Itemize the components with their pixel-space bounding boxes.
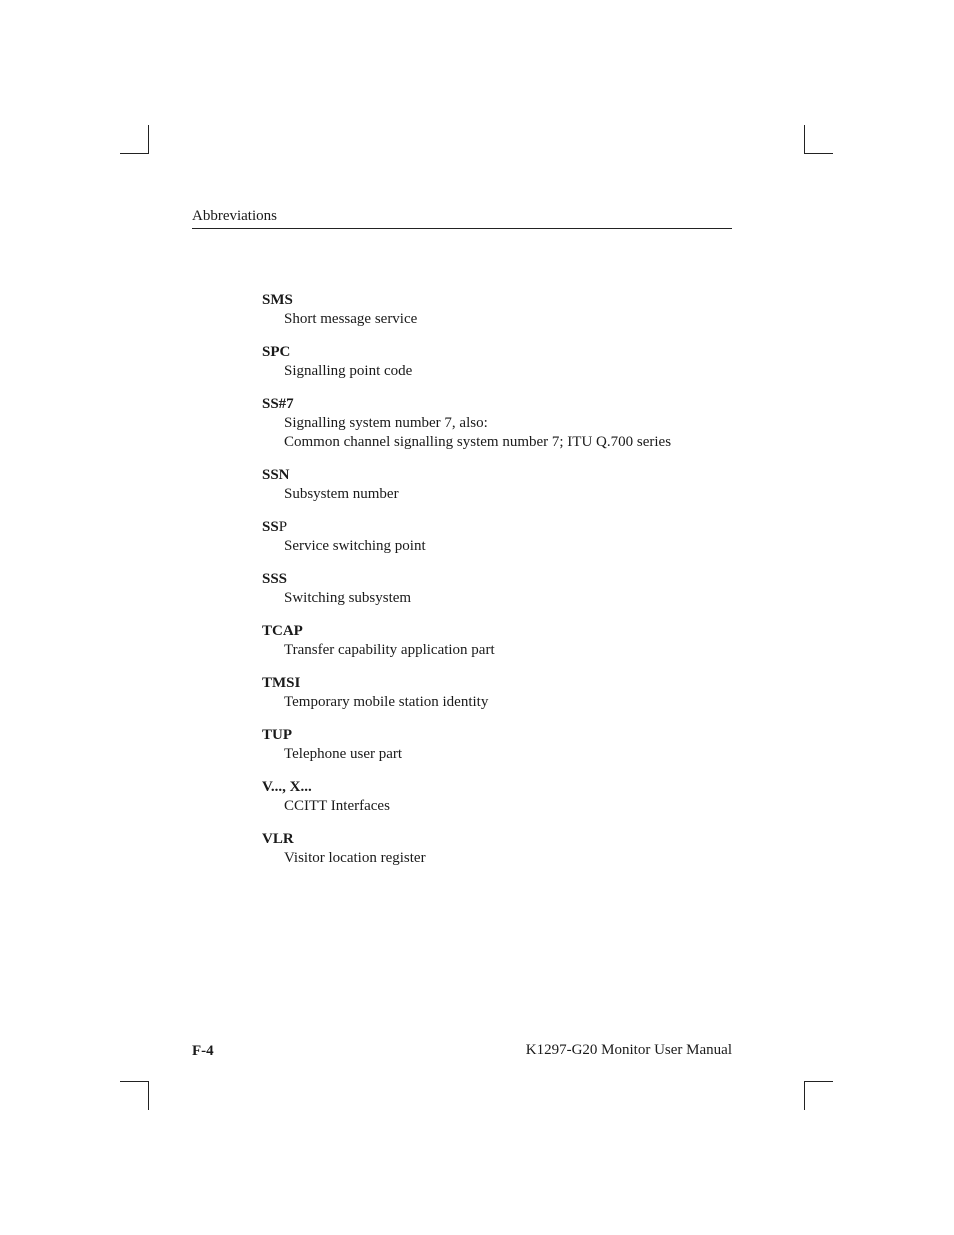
abbreviation-term-plain-part: P xyxy=(278,519,288,535)
abbreviation-definition xyxy=(262,589,732,608)
abbreviation-definition xyxy=(262,849,732,868)
definition-line: Transfer capability application part xyxy=(284,642,495,658)
abbreviation-term: VLR xyxy=(262,831,294,847)
abbreviation-entry xyxy=(262,342,732,381)
abbreviation-definition xyxy=(262,485,732,504)
abbreviation-term xyxy=(262,517,732,537)
abbreviation-entry xyxy=(262,290,732,329)
manual-title: K1297-G20 Monitor User Manual xyxy=(525,1042,732,1058)
abbreviation-definition xyxy=(262,641,732,660)
definition-line: Service switching point xyxy=(284,538,426,554)
crop-mark-top-right-vertical xyxy=(804,125,805,154)
abbreviation-entry xyxy=(262,725,732,764)
running-head: Abbreviations xyxy=(192,208,277,224)
crop-mark-bottom-right-horizontal xyxy=(804,1081,833,1082)
abbreviation-term: TCAP xyxy=(262,623,303,639)
abbreviation-entry xyxy=(262,673,732,712)
definition-line: Switching subsystem xyxy=(284,590,412,606)
definition-line: Visitor location register xyxy=(284,850,426,866)
header-rule xyxy=(192,228,732,229)
abbreviation-term: TUP xyxy=(262,727,292,743)
crop-mark-bottom-left-vertical xyxy=(148,1081,149,1110)
abbreviation-list xyxy=(262,290,732,881)
abbreviation-entry xyxy=(262,829,732,868)
crop-mark-top-right-horizontal xyxy=(804,153,833,154)
abbreviation-term: SSN xyxy=(262,467,290,483)
crop-mark-top-left-horizontal xyxy=(120,153,149,154)
abbreviation-term: TMSI xyxy=(262,675,301,691)
definition-line: Short message service xyxy=(284,311,418,327)
abbreviation-term: V..., X... xyxy=(262,779,312,795)
abbreviation-definition xyxy=(262,537,732,556)
abbreviation-entry xyxy=(262,465,732,504)
definition-line: Temporary mobile station identity xyxy=(284,694,489,710)
crop-mark-bottom-right-vertical xyxy=(804,1081,805,1110)
abbreviation-entry xyxy=(262,569,732,608)
abbreviation-entry xyxy=(262,621,732,660)
abbreviation-term: SPC xyxy=(262,344,291,360)
abbreviation-definition xyxy=(262,693,732,712)
definition-line: Signalling point code xyxy=(284,363,413,379)
abbreviation-definition xyxy=(262,797,732,816)
crop-mark-bottom-left-horizontal xyxy=(120,1081,149,1082)
abbreviation-term-bold-part: SS xyxy=(262,519,279,535)
page-number: F-4 xyxy=(192,1043,214,1059)
definition-line: Common channel signalling system number 7; ITU Q.700 series xyxy=(284,434,672,450)
abbreviation-term: SSS xyxy=(262,571,288,587)
definition-line: CCITT Interfaces xyxy=(284,798,390,814)
abbreviation-definition xyxy=(262,414,732,452)
abbreviation-term: SMS xyxy=(262,292,293,308)
abbreviation-definition xyxy=(262,310,732,329)
definition-line: Telephone user part xyxy=(284,746,403,762)
abbreviation-entry xyxy=(262,517,732,556)
abbreviation-entry xyxy=(262,777,732,816)
abbreviation-entry xyxy=(262,394,732,452)
definition-line: Signalling system number 7, also: xyxy=(284,415,488,431)
abbreviation-definition xyxy=(262,362,732,381)
abbreviation-definition xyxy=(262,745,732,764)
definition-line: Subsystem number xyxy=(284,486,399,502)
crop-mark-top-left-vertical xyxy=(148,125,149,154)
abbreviation-term: SS#7 xyxy=(262,396,294,412)
